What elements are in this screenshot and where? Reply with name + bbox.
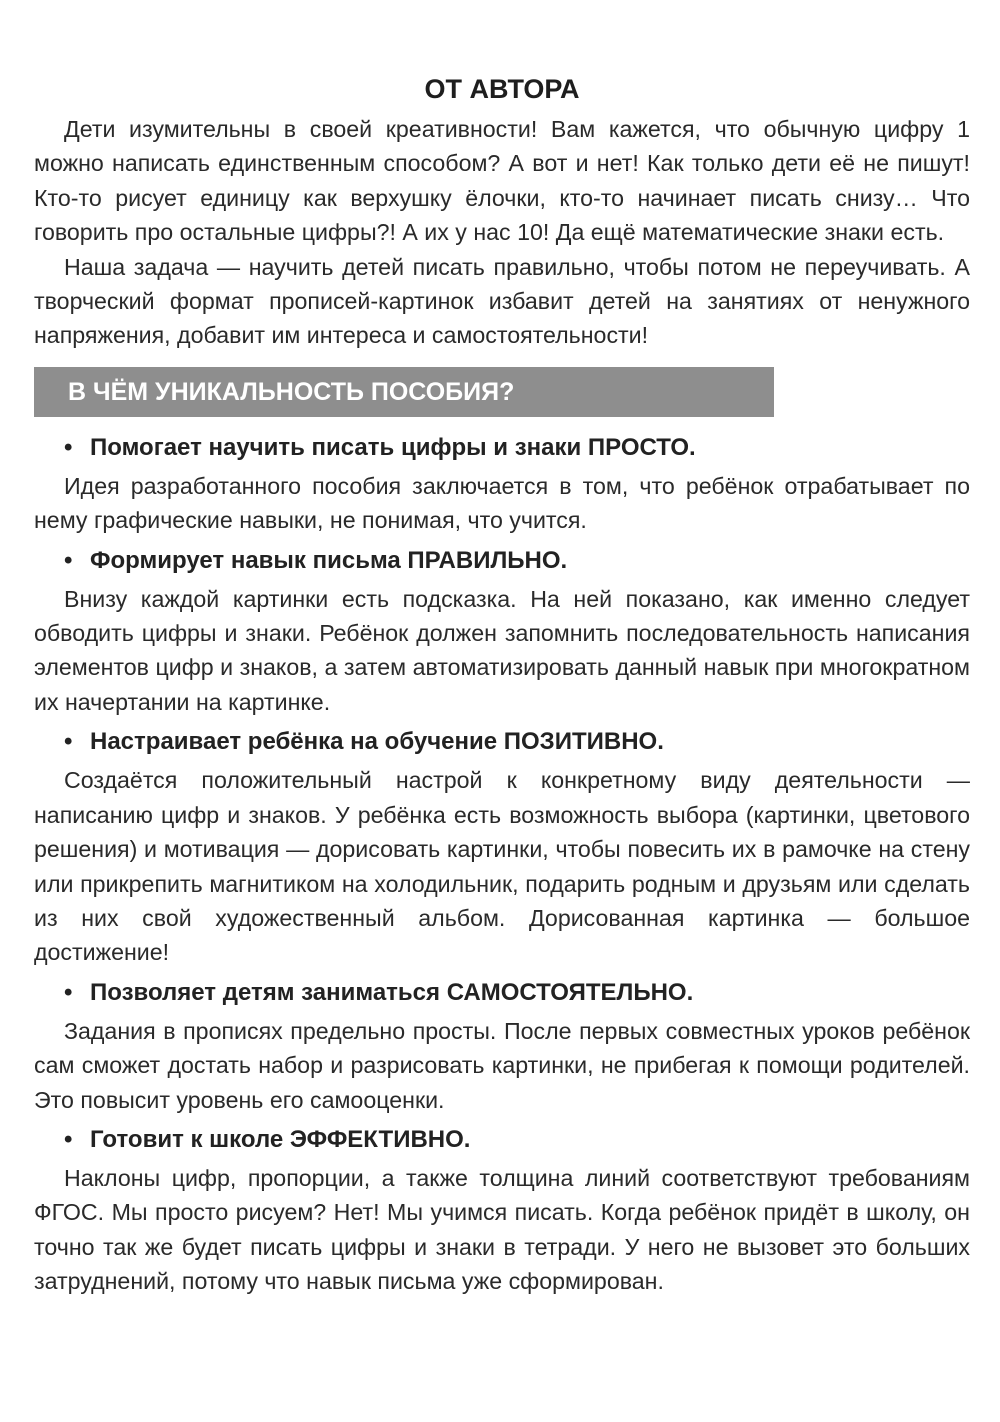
section-banner-uniqueness: В ЧЁМ УНИКАЛЬНОСТЬ ПОСОБИЯ? (34, 367, 774, 417)
feature-item (34, 431, 970, 538)
bullet-icon: • (64, 433, 73, 461)
feature-item (34, 725, 970, 969)
feature-text: Внизу каждой картинки есть подсказка. На ней показано, как именно следует обводить цифры и знаки. Ребёнок должен запомнить последовательность написания элементов цифр и знаков, а затем автоматизировать данный навык при многократном их начертании на картинке. (34, 585, 970, 715)
author-paragraph-2: Наша задача — научить детей писать правильно, чтобы потом не переучивать. А творческий формат прописей-картинок избавит детей на занятиях от ненужного напряжения, добавит им интереса и самостоятельности! (34, 253, 970, 349)
feature-title-text: Настраивает ребёнка на обучение ПОЗИТИВНО. (90, 728, 664, 756)
feature-text: Наклоны цифр, пропорции, а также толщина линий соответствуют требованиям ФГОС. Мы просто рисуем? Нет! Мы учимся писать. Когда ребёнок придёт в школу, он точно так же будет писать цифры и знаки в тетради. У него не вызовет это больших затруднений, потому что навык письма уже сформирован. (34, 1164, 970, 1295)
feature-text: Идея разработанного пособия заключается в том, что ребёнок отрабатывает по нему графические навыки, не понимая, что учится. (34, 472, 970, 534)
feature-title-text: Помогает научить писать цифры и знаки ПРОСТО. (90, 433, 696, 461)
author-paragraph-1: Дети изумительны в своей креативности! Вам кажется, что обычную цифру 1 можно написать единственным способом? А вот и нет! Как только дети её не пишут! Кто-то рисует единицу как верхушку ёлочки, кто-то начинает писать снизу… Что говорить про остальные цифры?! А их у нас 10! Да ещё математические знаки есть. (34, 116, 970, 246)
feature-title (64, 431, 970, 465)
feature-title-text: Готовит к школе ЭФФЕКТИВНО. (90, 1125, 471, 1153)
feature-item (34, 544, 970, 720)
feature-title (64, 976, 970, 1010)
feature-title (64, 1123, 970, 1157)
feature-title (64, 725, 970, 759)
feature-item (34, 1123, 970, 1299)
bullet-icon: • (64, 978, 73, 1006)
feature-title-text: Формирует навык письма ПРАВИЛЬНО. (90, 546, 568, 574)
bullet-icon: • (64, 728, 73, 756)
feature-title-text: Позволяет детям заниматься САМОСТОЯТЕЛЬНО. (90, 978, 694, 1006)
bullet-icon: • (64, 546, 73, 574)
feature-title (64, 544, 970, 578)
feature-item (34, 976, 970, 1117)
feature-text: Создаётся положительный настрой к конкретному виду деятельности — написанию цифр и знаков. У ребёнка есть возможность выбора (картинки, цветового решения) и мотивация — дорисовать картинки, чтобы повесить их в рамочке на стену или прикрепить магнитиком на холодильник, подарить родным и друзьям или сделать из них свой художественный альбом. Дорисованная картинка — большое достижение! (34, 767, 970, 966)
section-heading-author: ОТ АВТОРА (424, 74, 580, 104)
feature-text: Задания в прописях предельно просты. После первых совместных уроков ребёнок сам сможет достать набор и разрисовать картинки, не прибегая к помощи родителей. Это повысит уровень его самооценки. (34, 1017, 970, 1113)
bullet-icon: • (64, 1125, 73, 1153)
